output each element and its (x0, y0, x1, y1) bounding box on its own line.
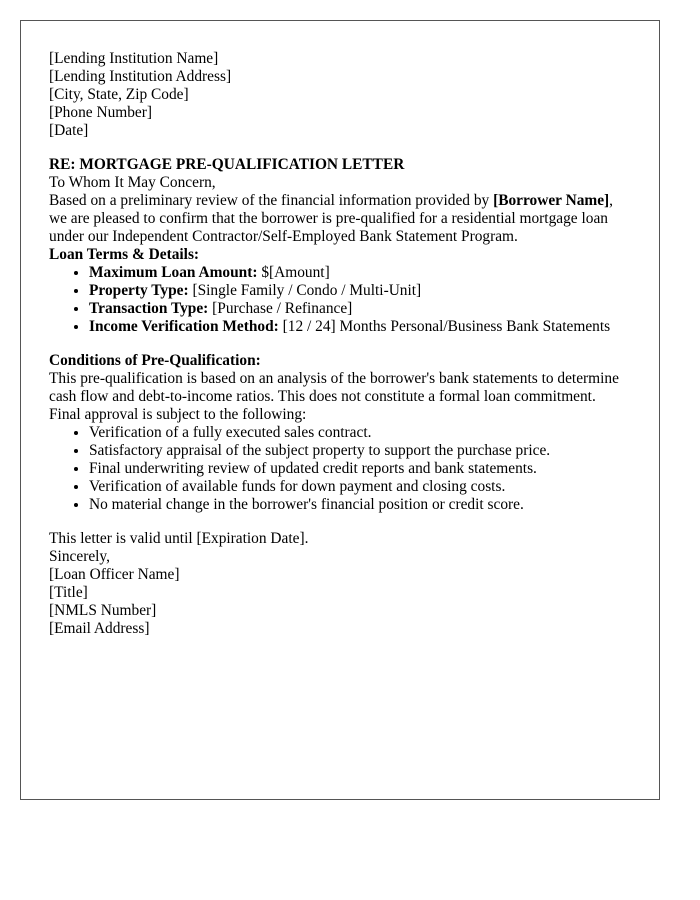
list-item: • Satisfactory appraisal of the subject property to support the purchase price. (89, 442, 631, 460)
lender-phone: [Phone Number] (49, 104, 153, 121)
letter-date: [Date] (49, 122, 89, 139)
list-item (89, 282, 631, 300)
lender-name: [Lending Institution Name] (49, 50, 219, 67)
email-address: [Email Address] (49, 620, 150, 637)
salutation: To Whom It May Concern, (49, 174, 216, 191)
term-value: $[Amount] (257, 264, 330, 281)
term-value: [Single Family / Condo / Multi-Unit] (188, 282, 422, 299)
intro-paragraph (49, 192, 631, 246)
validity-statement: This letter is valid until [Expiration Date]. (49, 530, 309, 547)
term-label: Income Verification Method: (89, 318, 279, 335)
term-label: Transaction Type: (89, 300, 209, 317)
list-item (89, 300, 631, 318)
list-item: • Final underwriting review of updated credit reports and bank statements. (89, 460, 631, 478)
borrower-name: [Borrower Name] (493, 192, 610, 209)
loan-officer-name: [Loan Officer Name] (49, 566, 180, 583)
subject-line: RE: MORTGAGE PRE-QUALIFICATION LETTER (49, 156, 405, 173)
list-item: • Verification of a fully executed sales contract. (89, 424, 631, 442)
signature-block (49, 566, 631, 638)
loan-terms-heading: Loan Terms & Details: (49, 246, 200, 263)
nmls-number: [NMLS Number] (49, 602, 157, 619)
list-item: • Verification of available funds for down payment and closing costs. (89, 478, 631, 496)
loan-terms-list (49, 264, 631, 336)
term-label: Maximum Loan Amount: (89, 264, 258, 281)
conditions-paragraph: This pre-qualification is based on an analysis of the borrower's bank statements to determine cash flow and debt-to-income ratios. This does not constitute a formal loan commitment. Final approval is subject to the following: (49, 370, 619, 423)
list-item (89, 318, 631, 336)
loan-officer-title: [Title] (49, 584, 88, 601)
letter-page (20, 20, 660, 800)
lender-city-state-zip: [City, State, Zip Code] (49, 86, 189, 103)
term-value: [Purchase / Refinance] (208, 300, 353, 317)
sender-block (49, 50, 631, 140)
list-item (89, 264, 631, 282)
lender-address: [Lending Institution Address] (49, 68, 232, 85)
term-value: [12 / 24] Months Personal/Business Bank Statements (278, 318, 611, 335)
closing: Sincerely, (49, 548, 110, 565)
conditions-list (49, 424, 631, 514)
term-label: Property Type: (89, 282, 189, 299)
intro-text-before: Based on a preliminary review of the financial information provided by (49, 192, 494, 209)
intro-text-after: , we are pleased to confirm that the borrower is pre-qualified for a residential mortgage loan under our Independent Contractor/Self-Employed Bank Statement Program. (49, 192, 614, 245)
conditions-heading: Conditions of Pre-Qualification: (49, 352, 261, 369)
list-item: • No material change in the borrower's financial position or credit score. (89, 496, 631, 514)
